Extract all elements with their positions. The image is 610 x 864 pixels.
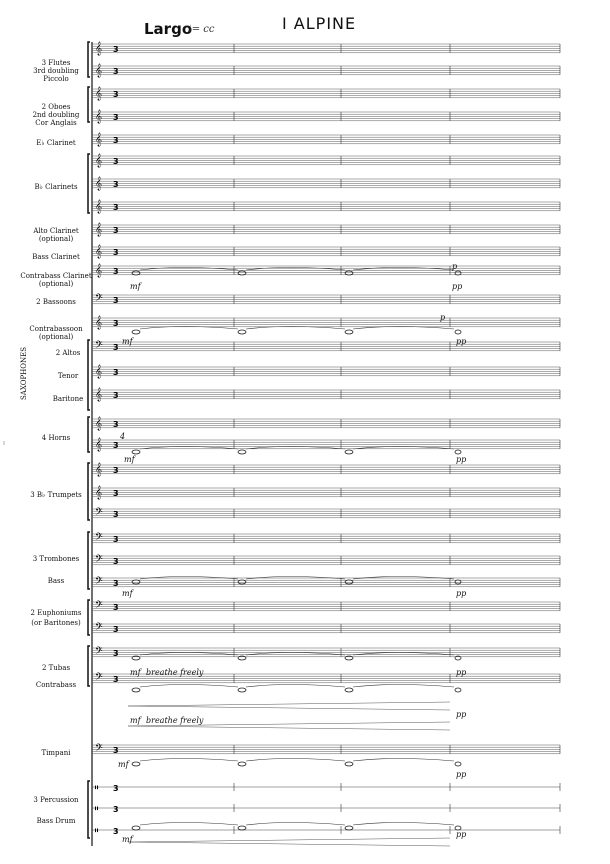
- label-trumpets: 3 B♭ Trumpets: [30, 491, 82, 499]
- tie: [246, 268, 345, 271]
- tie: [353, 685, 454, 688]
- clef-icon: 𝄞: [95, 63, 103, 77]
- staff: [92, 244, 560, 258]
- time-signature: 3: [113, 420, 119, 429]
- label-tubas-sub: Contrabass: [35, 681, 77, 689]
- time-signature: 3: [113, 579, 119, 588]
- time-signature: 3: [113, 136, 119, 145]
- tempo-marking: Largo: [144, 20, 193, 38]
- btbn-note: [455, 580, 461, 584]
- tie: [353, 823, 454, 826]
- whole-note-icon: [238, 580, 246, 584]
- dynamic-pp-tuba2: pp: [456, 710, 467, 719]
- horn-division: 4: [120, 432, 126, 441]
- whole-note-icon: [238, 330, 246, 334]
- staff: [92, 485, 560, 499]
- whole-note-icon: [345, 688, 353, 692]
- label-bass-drum: Bass Drum: [36, 817, 76, 825]
- staff: [92, 437, 560, 451]
- clef-icon: 𝄞: [95, 153, 103, 167]
- tie: [140, 685, 238, 688]
- tie: [140, 268, 238, 271]
- tie: [246, 685, 345, 688]
- time-signature: 3: [113, 45, 119, 54]
- whole-note-icon: [238, 762, 246, 766]
- clef-icon: 𝄞: [95, 364, 103, 378]
- time-signature: 3: [113, 267, 119, 276]
- dynamic-mf-tuba1: mf: [130, 668, 141, 677]
- whole-note-icon: [345, 826, 353, 830]
- clef-icon: 𝄞: [95, 199, 103, 213]
- cbcl-note: [455, 271, 461, 275]
- label-percussion: 3 Percussion: [33, 796, 79, 804]
- time-signature: 3: [113, 784, 119, 793]
- time-signature: 3: [113, 535, 119, 544]
- staff: [92, 416, 560, 430]
- expression-breathe-1: breathe freely: [146, 668, 204, 677]
- whole-note-icon: [345, 271, 353, 275]
- staff: [92, 199, 560, 213]
- time-signature: 3: [113, 625, 119, 634]
- staff: [92, 41, 560, 55]
- label-contrabassoon-sub: (optional): [38, 333, 74, 341]
- staff: [92, 826, 560, 837]
- time-signature: 3: [113, 157, 119, 166]
- time-signature: 3: [113, 510, 119, 519]
- dynamic-mf-horns: mf: [124, 455, 135, 464]
- time-signature: 3: [113, 319, 119, 328]
- staff: [92, 804, 560, 815]
- clef-icon: 𝄢: [95, 671, 103, 685]
- expression-breathe-2: breathe freely: [146, 716, 204, 725]
- staff: [92, 506, 560, 520]
- label-trombone-bass: Bass: [47, 577, 65, 585]
- clef-icon: 𝄢: [95, 599, 103, 613]
- staff: [92, 176, 560, 190]
- whole-note-icon: [132, 330, 140, 334]
- whole-note-icon: [132, 580, 140, 584]
- whole-note-icon: [238, 688, 246, 692]
- label-bassoons: 2 Bassoons: [36, 298, 76, 306]
- time-signature: 3: [113, 226, 119, 235]
- time-signature: 3: [113, 466, 119, 475]
- movement-title: I ALPINE: [282, 14, 357, 33]
- whole-note-icon: [132, 826, 140, 830]
- whole-note-icon: [238, 450, 246, 454]
- hairpin: [128, 838, 450, 846]
- label-sax-tenor: Tenor: [57, 372, 79, 380]
- clef-icon: 𝄞: [95, 315, 103, 329]
- time-signature: 3: [113, 827, 119, 836]
- dynamic-mf-cbsn: mf: [122, 337, 133, 346]
- label-sax-alto: 2 Altos: [55, 349, 81, 357]
- dynamic-mf-timp: mf: [118, 760, 129, 769]
- clef-icon: 𝄢: [95, 292, 103, 306]
- label-bass-clarinet: Bass Clarinet: [32, 253, 80, 261]
- staff: [92, 553, 560, 567]
- label-horns: 4 Horns: [41, 434, 71, 442]
- clef-icon: 𝄢: [95, 742, 103, 756]
- time-signature: 3: [113, 441, 119, 450]
- label-oboes-sub2: Cor Anglais: [35, 119, 77, 127]
- tie: [140, 759, 238, 762]
- dynamic-mf-tuba2: mf: [130, 716, 141, 725]
- whole-note-icon: [132, 450, 140, 454]
- clef-icon: 𝄞: [95, 416, 103, 430]
- staff: [92, 783, 560, 794]
- clef-icon: 𝄞: [95, 132, 103, 146]
- time-signature: 3: [113, 113, 119, 122]
- whole-note-icon: [345, 330, 353, 334]
- staff: [92, 132, 560, 146]
- dynamic-pp-btbn: pp: [456, 589, 467, 598]
- clef-icon: 𝄢: [95, 531, 103, 545]
- label-contrabass-clarinet: Contrabass Clarinet: [20, 272, 92, 280]
- clef-icon: 𝄞: [95, 485, 103, 499]
- clef-icon: 𝄥: [95, 804, 98, 815]
- staff: [92, 86, 560, 100]
- clef-icon: 𝄞: [95, 176, 103, 190]
- whole-note-icon: [345, 580, 353, 584]
- clef-icon: 𝄥: [95, 826, 98, 837]
- tie: [246, 823, 345, 826]
- timp-note: [455, 762, 461, 766]
- staff: [92, 599, 560, 613]
- staff: [92, 292, 560, 306]
- label-flutes-sub1: 3rd doubling: [33, 67, 79, 75]
- clef-icon: 𝄢: [95, 645, 103, 659]
- label-eb-clarinet: E♭ Clarinet: [36, 139, 76, 147]
- clef-icon: 𝄞: [95, 462, 103, 476]
- staff: [92, 263, 560, 277]
- staff: [92, 364, 560, 378]
- whole-note-icon: [238, 826, 246, 830]
- hairpin: [128, 702, 450, 710]
- staff: [92, 742, 560, 756]
- clef-icon: 𝄞: [95, 244, 103, 258]
- label-oboes: 2 Oboes: [41, 103, 71, 111]
- time-signature: 3: [113, 296, 119, 305]
- label-sax-baritone: Baritone: [52, 395, 84, 403]
- label-bb-clarinets: B♭ Clarinets: [34, 183, 78, 191]
- staff: [92, 339, 560, 353]
- clef-icon: 𝄞: [95, 387, 103, 401]
- label-tubas: 2 Tubas: [41, 664, 71, 672]
- staff: [92, 153, 560, 167]
- clef-icon: 𝄞: [95, 41, 103, 55]
- staff: [92, 462, 560, 476]
- label-alto-clarinet-sub: (optional): [38, 235, 74, 243]
- time-signature: 3: [113, 368, 119, 377]
- dynamic-p-bsn: p: [440, 313, 446, 322]
- label-saxophones: SAXOPHONES: [20, 346, 28, 400]
- dynamic-pp-bd: pp: [456, 830, 467, 839]
- group-bracket: [88, 600, 90, 635]
- dynamic-pp-cbsn: pp: [456, 337, 467, 346]
- dynamic-mf-cbcl: mf: [130, 282, 141, 291]
- dynamic-mf-btbn: mf: [122, 589, 133, 598]
- clef-icon: 𝄞: [95, 86, 103, 100]
- staff: [92, 109, 560, 123]
- time-signature: 3: [113, 557, 119, 566]
- dynamic-pp-horns: pp: [456, 455, 467, 464]
- time-signature: 3: [113, 203, 119, 212]
- time-signature: 3: [113, 805, 119, 814]
- dynamic-pp-timp: pp: [456, 770, 467, 779]
- clef-icon: 𝄢: [95, 553, 103, 567]
- label-trombones: 3 Trombones: [32, 555, 80, 563]
- label-oboes-sub1: 2nd doubling: [32, 111, 80, 119]
- clef-icon: 𝄢: [95, 621, 103, 635]
- metronome-marking: ♩= cc: [187, 24, 215, 35]
- clef-icon: 𝄞: [95, 437, 103, 451]
- whole-note-icon: [238, 271, 246, 275]
- dynamic-pp-tuba1: pp: [456, 668, 467, 677]
- clef-icon: 𝄞: [95, 109, 103, 123]
- whole-note-icon: [132, 762, 140, 766]
- label-flutes-sub2: Piccolo: [43, 75, 69, 83]
- staff: [92, 645, 560, 659]
- time-signature: 3: [113, 675, 119, 684]
- dynamic-p-bcl: p: [452, 262, 458, 271]
- clef-icon: 𝄥: [95, 783, 98, 794]
- label-timpani: Timpani: [41, 749, 71, 757]
- label-flutes: 3 Flutes: [41, 59, 71, 67]
- dynamic-mf-bd: mf: [122, 835, 133, 844]
- tie: [353, 268, 454, 271]
- staff: [92, 63, 560, 77]
- staff: [92, 531, 560, 545]
- time-signature: 3: [113, 67, 119, 76]
- label-euphoniums-sub: (or Baritones): [31, 619, 81, 627]
- tie: [353, 759, 454, 762]
- time-signature: 3: [113, 746, 119, 755]
- label-alto-clarinet: Alto Clarinet: [33, 227, 79, 235]
- time-signature: 3: [113, 90, 119, 99]
- clef-icon: 𝄢: [95, 339, 103, 353]
- clef-icon: 𝄢: [95, 575, 103, 589]
- time-signature: 3: [113, 343, 119, 352]
- whole-note-icon: [132, 688, 140, 692]
- time-signature: 3: [113, 180, 119, 189]
- staff: [92, 222, 560, 236]
- time-signature: 3: [113, 489, 119, 498]
- whole-note-icon: [345, 762, 353, 766]
- clef-icon: 𝄞: [95, 263, 103, 277]
- label-contrabass-clarinet-sub: (optional): [38, 280, 74, 288]
- tie: [140, 823, 238, 826]
- tuba2-note: [455, 688, 461, 692]
- cbsn-note: [455, 330, 461, 334]
- clef-icon: 𝄞: [95, 222, 103, 236]
- whole-note-icon: [132, 271, 140, 275]
- label-contrabassoon: Contrabassoon: [29, 325, 83, 333]
- whole-note-icon: [345, 450, 353, 454]
- time-signature: 3: [113, 391, 119, 400]
- horn-note: [455, 450, 461, 454]
- time-signature: 3: [113, 248, 119, 257]
- time-signature: 3: [113, 649, 119, 658]
- staff: [92, 621, 560, 635]
- dynamic-pp-cbcl: pp: [452, 282, 463, 291]
- clef-icon: 𝄢: [95, 506, 103, 520]
- tie: [246, 759, 345, 762]
- staff: [92, 387, 560, 401]
- label-euphoniums: 2 Euphoniums: [30, 609, 82, 617]
- group-bracket: [88, 781, 90, 838]
- time-signature: 3: [113, 603, 119, 612]
